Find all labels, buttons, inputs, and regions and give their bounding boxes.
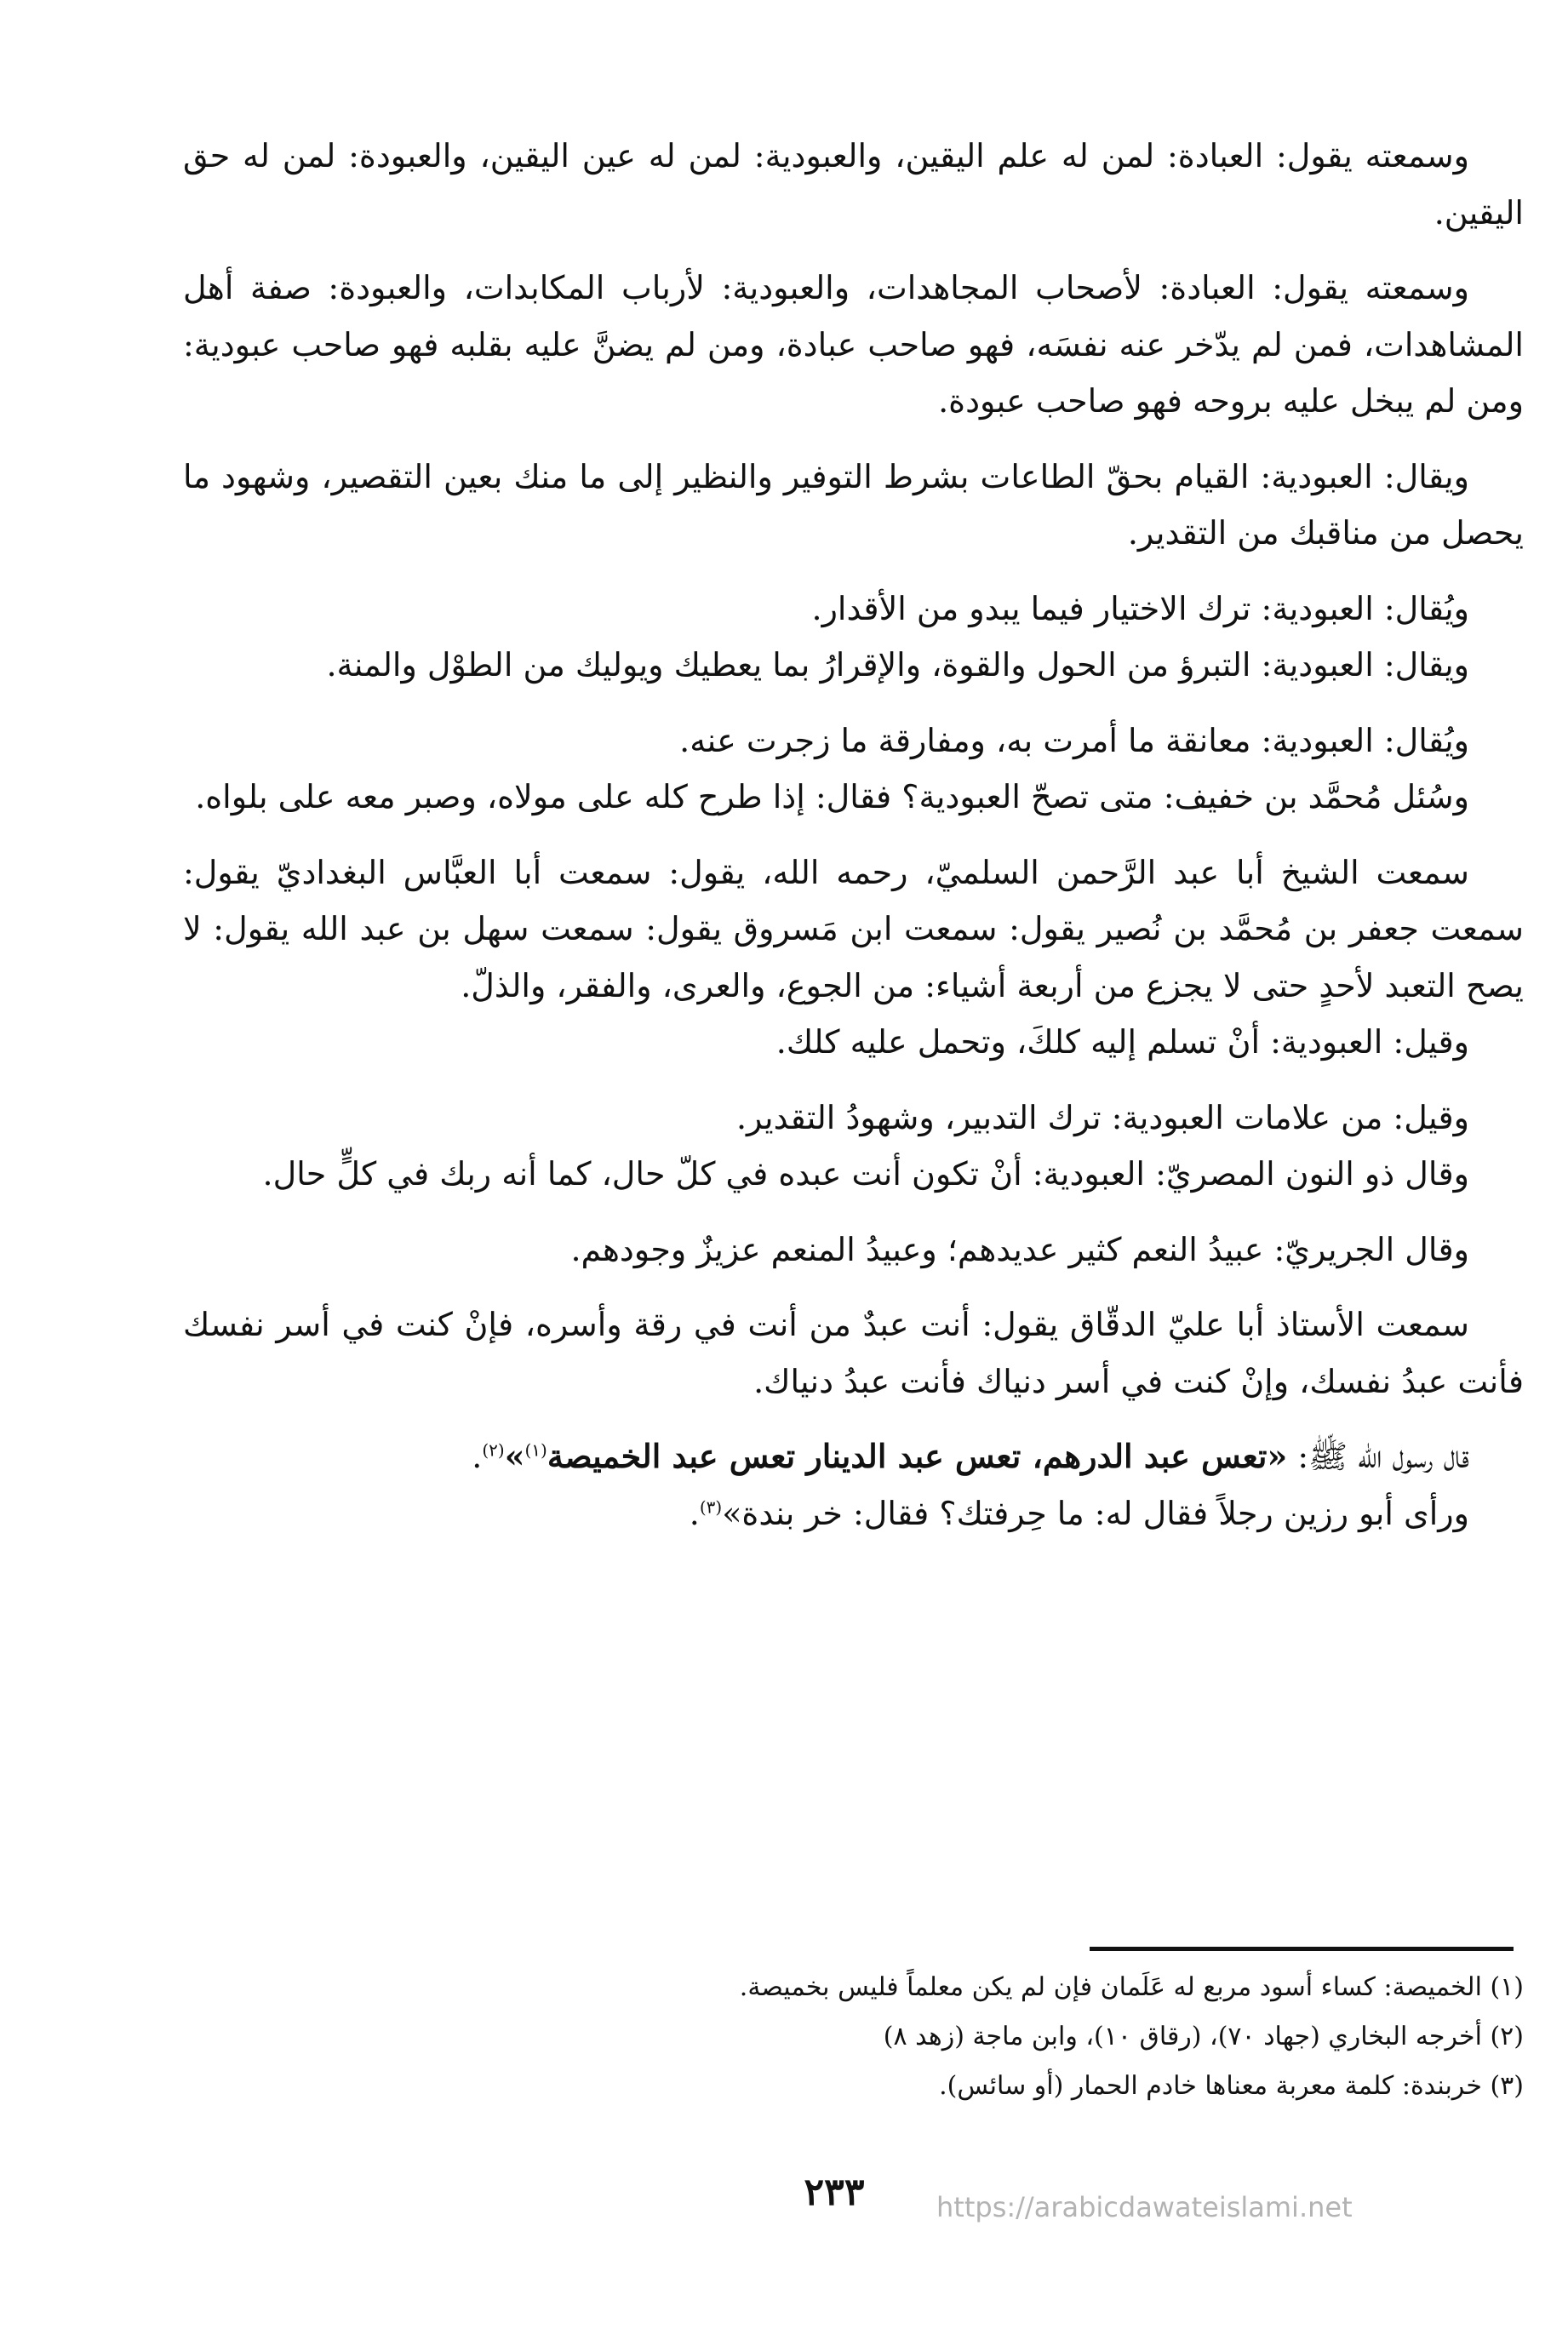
- hadith-intro: قال رسول الله ﷺ:: [1287, 1438, 1469, 1475]
- footnote-ref-3: (٣): [699, 1496, 723, 1517]
- footnote: (٣) خربندة: كلمة معربة معناها خادم الحمار (أو سائس).: [939, 2071, 1524, 2101]
- paragraph: وسُئل مُحمَّد بن خفيف: متى تصحّ العبودية؟ فقال: إذا طرح كله على مولاه، وصبر معه على بلواه.: [195, 778, 1469, 815]
- footnote: (٢) أخرجه البخاري (جهاد ٧٠)، (رقاق ١٠)، وابن ماجة (زهد ٨): [883, 2022, 1524, 2051]
- paragraph: ويقال: العبودية: القيام بحقّ الطاعات بشرط التوفير والنظير إلى ما منك بعين التقصير، وشهود ما يحصل من مناقبك من التقدير.: [183, 457, 1524, 552]
- hadith-quote: «تعس عبد الدرهم، تعس عبد الدينار تعس عبد الخميصة: [547, 1437, 1288, 1475]
- last-paragraph-text: ورأى أبو رزين رجلاً فقال له: ما حِرفتك؟ فقال: خر بندة»: [722, 1494, 1469, 1532]
- watermark-url: https://arabicdawateislami.net: [936, 2191, 1353, 2223]
- paragraph: ويُقال: العبودية: ترك الاختيار فيما يبدو من الأقدار.: [811, 589, 1469, 627]
- footnote-ref-2: (٢): [482, 1439, 505, 1461]
- paragraph: ويُقال: العبودية: معانقة ما أمرت به، ومفارقة ما زجرت عنه.: [679, 721, 1469, 759]
- footnote-divider: [1090, 1947, 1514, 1951]
- paragraph: ويقال: العبودية: التبرؤ من الحول والقوة، والإقرارُ بما يعطيك ويوليك من الطوْل والمنة.: [326, 646, 1469, 684]
- paragraph: سمعت الشيخ أبا عبد الرَّحمن السلميّ، رحمه الله، يقول: سمعت أبا العبَّاس البغداديّ يقول: سمعت جعفر بن مُحمَّد بن نُصير يقول: سمعت ابن مَسروق يقول: سمعت سهل بن عبد الله يقول: لا يصح التعبد لأحدٍ حتى لا يجزع من أربعة أشياء: من الجوع، والعرى، والفقر، والذلّ.: [183, 853, 1524, 1004]
- footnote: (١) الخميصة: كساء أسود مربع له عَلَمان فإن لم يكن معلماً فليس بخميصة.: [739, 1972, 1524, 2002]
- paragraph: وقيل: من علامات العبودية: ترك التدبير، وشهودُ التقدير.: [735, 1098, 1469, 1136]
- hadith-paragraph: [183, 1428, 1524, 1485]
- hadith-end: .: [472, 1438, 483, 1475]
- hadith-close: »: [504, 1437, 525, 1475]
- paragraph: وسمعته يقول: العبادة: لمن له علم اليقين، والعبودية: لمن له عين اليقين، والعبودة: لمن له حق اليقين.: [183, 137, 1524, 232]
- page-number: ٢٣٣: [804, 2171, 865, 2214]
- footnotes: [183, 1963, 1524, 2111]
- last-paragraph-end: .: [689, 1494, 700, 1532]
- paragraph: وقيل: العبودية: أنْ تسلم إليه كلكَ، وتحمل عليه كلك.: [775, 1023, 1469, 1061]
- main-text: [183, 128, 1524, 1542]
- paragraph: وقال ذو النون المصريّ: العبودية: أنْ تكون أنت عبده في كلّ حال، كما أنه ربك في كلٍّ حال.: [262, 1155, 1469, 1193]
- paragraph: وسمعته يقول: العبادة: لأصحاب المجاهدات، والعبودية: لأرباب المكابدات، والعبودة: صفة أهل المشاهدات، فمن لم يدّخر عنه نفسَه، فهو صاحب عبادة، ومن لم يضنَّ عليه بقلبه فهو صاحب عبودية: ومن لم يبخل عليه بروحه فهو صاحب عبودة.: [183, 269, 1524, 420]
- paragraph: وقال الجريريّ: عبيدُ النعم كثير عديدهم؛ وعبيدُ المنعم عزيزٌ وجودهم.: [570, 1230, 1469, 1268]
- paragraph: سمعت الأستاذ أبا عليّ الدقّاق يقول: أنت عبدٌ من أنت في رقة وأسره، فإنْ كنت في أسر نفسك فأنت عبدُ نفسك، وإنْ كنت في أسر دنياك فأنت عبدُ دنياك.: [183, 1306, 1524, 1400]
- footnote-ref-1: (١): [524, 1439, 547, 1461]
- last-paragraph: [183, 1485, 1524, 1542]
